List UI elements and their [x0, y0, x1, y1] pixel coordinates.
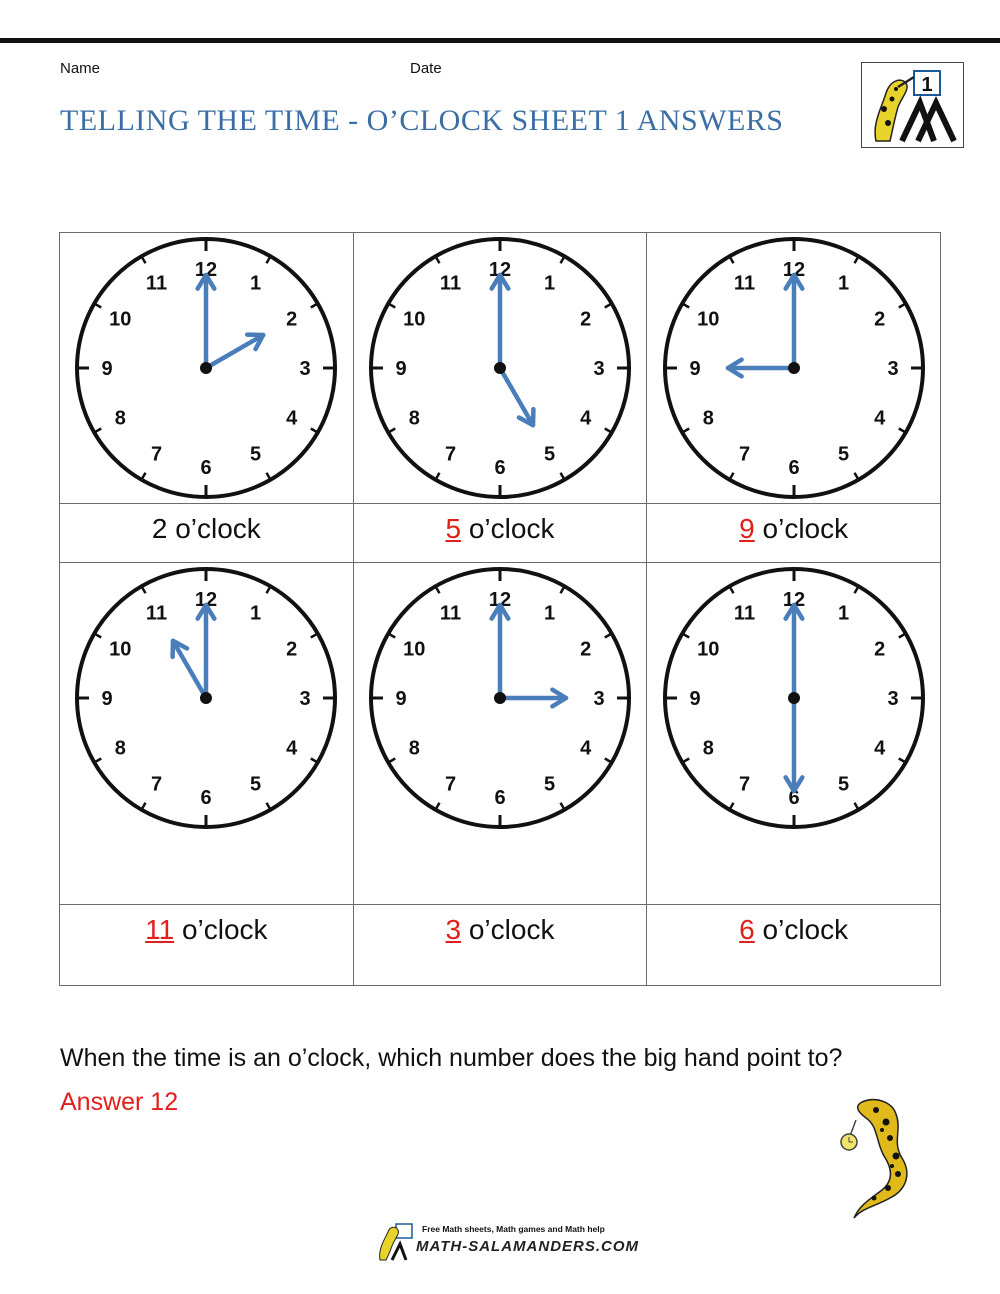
clock-face-icon — [365, 563, 635, 833]
clock-number: 8 — [115, 737, 127, 760]
answer-number: 6 — [739, 914, 755, 945]
answer-suffix: o’clock — [754, 513, 849, 544]
clock-cell — [647, 563, 941, 905]
answer-cell — [647, 504, 941, 563]
clock-center-pin — [788, 692, 800, 704]
clock-number: 2 — [580, 638, 592, 661]
clock-number: 9 — [395, 688, 407, 710]
clock-number: 5 — [837, 443, 849, 466]
clock-cell — [60, 233, 354, 504]
clock-grid — [59, 232, 941, 986]
clock-number: 8 — [702, 737, 714, 760]
clock-number: 7 — [444, 773, 457, 796]
clock-number: 8 — [408, 737, 420, 760]
clock-number: 2 — [286, 638, 298, 661]
clock-number: 1 — [543, 272, 556, 295]
clock-number: 10 — [696, 308, 720, 331]
clock-number: 7 — [151, 773, 163, 796]
clock-number: 2 — [580, 308, 592, 331]
question-text: When the time is an o’clock, which number does the big hand point to? — [60, 1044, 843, 1072]
clock-number: 1 — [543, 602, 556, 625]
clock-number: 1 — [837, 272, 849, 295]
clock-cell — [353, 563, 647, 905]
clock-number: 6 — [788, 457, 800, 479]
clock-number: 3 — [887, 358, 899, 380]
clock-number: 9 — [101, 688, 113, 710]
clock-number: 11 — [146, 272, 168, 295]
answer-suffix: o’clock — [461, 914, 555, 945]
clock-number: 5 — [250, 773, 262, 796]
clock-number: 5 — [543, 443, 556, 466]
clock-cell — [647, 233, 941, 504]
answer-cell — [647, 905, 941, 986]
clock-number: 4 — [286, 737, 298, 760]
salamander-icon — [832, 1096, 942, 1222]
grade-number: 1 — [921, 74, 933, 96]
clock-number: 12 — [195, 259, 218, 281]
clock-number: 11 — [733, 602, 755, 625]
footer-tagline: Free Math sheets, Math games and Math help — [422, 1224, 605, 1234]
page-title: TELLING THE TIME - O’CLOCK SHEET 1 ANSWERS — [60, 104, 784, 137]
clock-number: 9 — [395, 358, 407, 380]
clock-number: 1 — [250, 602, 262, 625]
clock-number: 6 — [788, 787, 800, 809]
clock-number: 7 — [151, 443, 163, 466]
clock-number: 9 — [101, 358, 113, 380]
clock-center-pin — [494, 692, 506, 704]
clock-number: 3 — [593, 688, 605, 710]
clock-center-pin — [200, 692, 212, 704]
clock-number: 2 — [286, 308, 298, 331]
clock-number: 4 — [286, 407, 298, 430]
name-label: Name — [60, 60, 101, 77]
clock-center-pin — [494, 362, 506, 374]
clock-number: 3 — [299, 688, 311, 710]
clock-number: 6 — [200, 457, 212, 479]
clock-number: 5 — [543, 773, 556, 796]
salamander-mascot — [832, 1096, 942, 1222]
clock-number: 5 — [250, 443, 262, 466]
clock-number: 10 — [403, 638, 426, 661]
clock-number: 4 — [873, 407, 885, 430]
clock-number: 3 — [299, 358, 311, 380]
clock-cell — [60, 563, 354, 905]
clock-cell — [353, 233, 647, 504]
clock-number: 1 — [250, 272, 262, 295]
clock-number: 4 — [873, 737, 885, 760]
grade-logo — [861, 62, 964, 148]
clock-number: 12 — [782, 259, 805, 281]
clock-face-icon — [659, 563, 929, 833]
clock-number: 3 — [887, 688, 899, 710]
clock-number: 10 — [109, 308, 132, 331]
clock-number: 11 — [146, 602, 168, 625]
answer-suffix: o’clock — [754, 914, 849, 945]
clock-number: 9 — [689, 358, 701, 380]
clock-face-icon — [365, 233, 635, 503]
clock-number: 11 — [733, 272, 755, 295]
clock-number: 3 — [593, 358, 605, 380]
top-rule — [0, 38, 1000, 43]
clock-number: 7 — [738, 443, 750, 466]
answer-cell — [353, 504, 647, 563]
clock-number: 6 — [494, 787, 506, 809]
clock-number: 2 — [873, 638, 885, 661]
date-label: Date — [410, 60, 442, 77]
clock-number: 4 — [580, 737, 592, 760]
question-answer: Answer 12 — [60, 1088, 179, 1116]
answer-cell — [60, 905, 354, 986]
clock-number: 11 — [439, 272, 462, 295]
footer-site-link[interactable]: MATH-SALAMANDERS.COM — [416, 1238, 640, 1255]
answer-number: 5 — [445, 513, 462, 544]
clock-number: 4 — [580, 407, 592, 430]
answer-number: 3 — [445, 914, 462, 945]
answer-number: 11 — [145, 914, 175, 945]
clock-number: 10 — [109, 638, 132, 661]
clock-number: 8 — [702, 407, 714, 430]
answer-cell — [60, 504, 354, 563]
clock-number: 7 — [444, 443, 457, 466]
clock-number: 5 — [837, 773, 849, 796]
clock-face-icon — [71, 233, 341, 503]
answer-suffix: o’clock — [167, 513, 261, 544]
clock-number: 8 — [408, 407, 420, 430]
footer-logo-icon — [376, 1222, 414, 1262]
clock-face-icon — [71, 563, 341, 833]
answer-cell — [353, 905, 647, 986]
clock-number: 6 — [200, 787, 212, 809]
clock-number: 12 — [488, 589, 512, 611]
clock-number: 2 — [873, 308, 885, 331]
answer-suffix: o’clock — [174, 914, 268, 945]
answer-number: 2 — [151, 513, 168, 544]
clock-number: 10 — [696, 638, 720, 661]
clock-number: 7 — [738, 773, 750, 796]
clock-number: 12 — [488, 259, 512, 281]
salamander-logo-icon — [862, 63, 963, 147]
clock-number: 6 — [494, 457, 506, 479]
clock-number: 9 — [689, 688, 701, 710]
clock-number: 1 — [837, 602, 849, 625]
clock-number: 12 — [782, 589, 805, 611]
clock-face-icon — [659, 233, 929, 503]
clock-number: 8 — [115, 407, 127, 430]
clock-center-pin — [200, 362, 212, 374]
answer-suffix: o’clock — [461, 513, 555, 544]
clock-number: 10 — [403, 308, 426, 331]
clock-center-pin — [788, 362, 800, 374]
clock-number: 12 — [195, 589, 218, 611]
clock-number: 11 — [439, 602, 462, 625]
answer-number: 9 — [739, 513, 755, 544]
site-footer — [376, 1218, 640, 1266]
